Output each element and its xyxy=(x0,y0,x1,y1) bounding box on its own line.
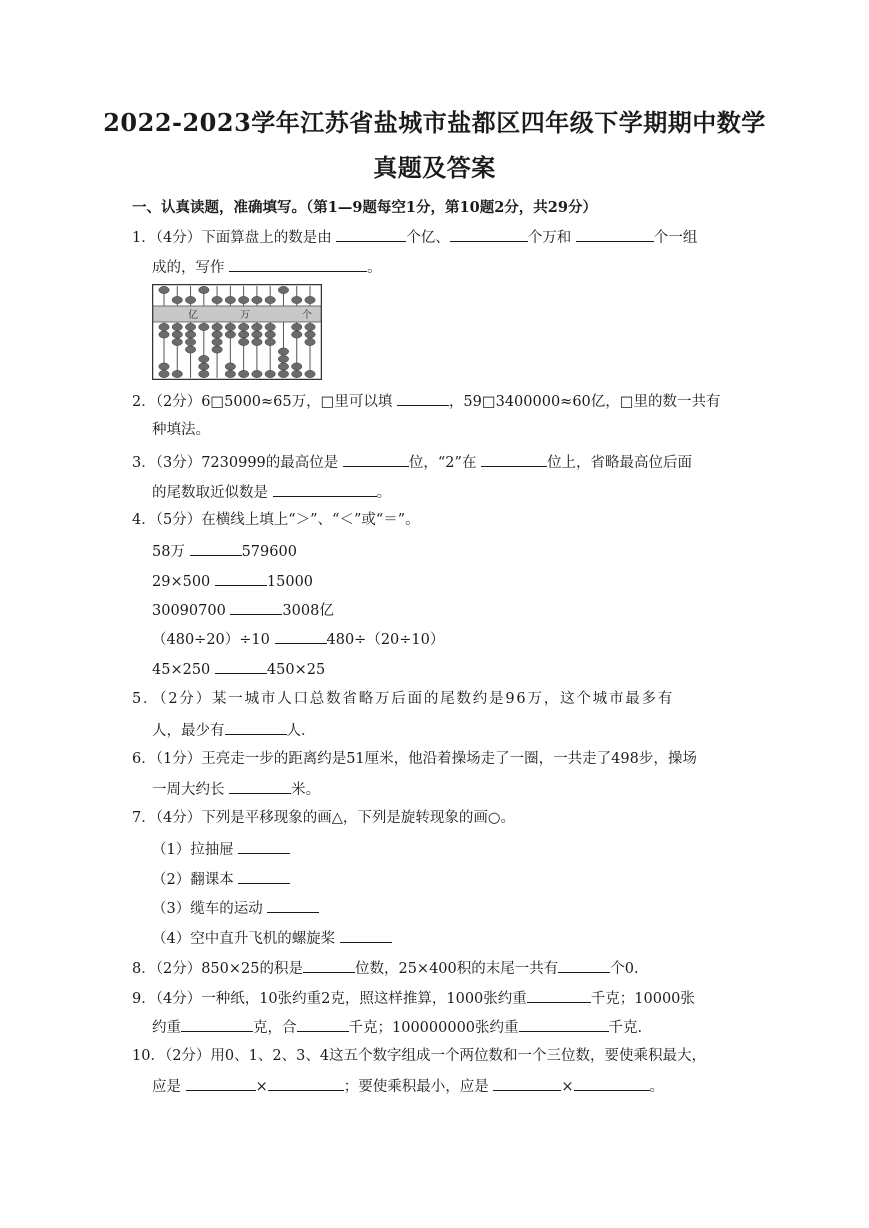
answer-blank[interactable] xyxy=(190,540,242,556)
abacus-lower-bead xyxy=(238,338,248,345)
answer-blank[interactable] xyxy=(576,226,654,242)
answer-blank[interactable] xyxy=(181,1016,253,1032)
abacus-upper-bead xyxy=(252,296,262,303)
abacus-lower-bead xyxy=(199,370,209,377)
abacus-lower-bead xyxy=(212,346,222,353)
answer-blank[interactable] xyxy=(275,628,327,644)
abacus-diagram xyxy=(152,284,322,380)
abacus-lower-bead xyxy=(292,370,302,377)
answer-blank[interactable] xyxy=(268,1075,344,1091)
question-5-line-1: 5．（2分）某一城市人口总数省略万后面的尾数约是96万，这个城市最多有 xyxy=(132,691,675,707)
document-title-line-2: 真题及答案 xyxy=(373,153,496,182)
question-3-line-2: 的尾数取近似数是 。 xyxy=(152,481,391,503)
abacus-lower-bead xyxy=(252,331,262,338)
abacus-lower-bead xyxy=(185,331,195,338)
abacus-upper-bead xyxy=(172,296,182,303)
abacus-lower-bead xyxy=(238,331,248,338)
abacus-upper-bead xyxy=(225,296,235,303)
list-item: （2）翻课本 xyxy=(152,868,290,890)
answer-blank[interactable] xyxy=(397,390,449,406)
abacus-lower-bead xyxy=(212,338,222,345)
abacus-lower-bead xyxy=(225,331,235,338)
answer-blank[interactable] xyxy=(574,1075,650,1091)
question-7-intro: 7．（4分）下列是平移现象的画△，下列是旋转现象的画○。 xyxy=(132,810,516,826)
abacus-beam xyxy=(153,306,321,322)
abacus-lower-bead xyxy=(172,370,182,377)
abacus-lower-bead xyxy=(185,323,195,330)
abacus-lower-bead xyxy=(305,370,315,377)
abacus-lower-bead xyxy=(305,323,315,330)
answer-blank[interactable] xyxy=(215,570,267,586)
abacus-lower-bead xyxy=(292,323,302,330)
abacus-upper-bead xyxy=(212,296,222,303)
comparison-item: 29×500 15000 xyxy=(152,570,313,592)
question-5-line-2: 人，最少有 人． xyxy=(152,719,316,741)
abacus-lower-bead xyxy=(252,323,262,330)
question-2-line-2: 种填法。 xyxy=(152,422,210,438)
abacus-lower-bead xyxy=(278,348,288,355)
question-6-line-2: 一周大约长 米。 xyxy=(152,778,320,800)
answer-blank[interactable] xyxy=(340,927,392,943)
abacus-lower-bead xyxy=(305,331,315,338)
comparison-item: （480÷20）÷10 480÷（20÷10） xyxy=(152,628,444,650)
abacus-lower-bead xyxy=(199,323,209,330)
abacus-upper-bead xyxy=(305,296,315,303)
abacus-label-wan: 万 xyxy=(240,310,250,321)
answer-blank[interactable] xyxy=(450,226,528,242)
list-item: （3）缆车的运动 xyxy=(152,897,319,919)
answer-blank[interactable] xyxy=(297,1016,349,1032)
abacus-label-yi: 亿 xyxy=(188,310,198,321)
abacus-lower-bead xyxy=(305,338,315,345)
answer-blank[interactable] xyxy=(186,1075,256,1091)
abacus-lower-bead xyxy=(199,363,209,370)
answer-blank[interactable] xyxy=(493,1075,561,1091)
abacus-upper-bead xyxy=(238,296,248,303)
question-10-line-1: 10．（2分）用0、1、2、3、4这五个数字组成一个两位数和一个三位数，要使乘积最大， xyxy=(132,1048,707,1064)
list-item: （4）空中直升飞机的螺旋桨 xyxy=(152,927,392,949)
abacus-lower-bead xyxy=(252,370,262,377)
comparison-item: 45×250 450×25 xyxy=(152,658,325,680)
abacus-lower-bead xyxy=(265,331,275,338)
list-item: （1）拉抽屉 xyxy=(152,838,290,860)
abacus-lower-bead xyxy=(265,323,275,330)
abacus-upper-bead xyxy=(159,286,169,293)
abacus-lower-bead xyxy=(185,338,195,345)
comparison-item: 58万 579600 xyxy=(152,540,297,562)
abacus-lower-bead xyxy=(278,355,288,362)
question-8-line: 8．（2分）850×25的积是 位数，25×400积的末尾一共有 个0. xyxy=(132,957,639,979)
answer-blank[interactable] xyxy=(229,778,291,794)
answer-blank[interactable] xyxy=(229,256,367,272)
answer-blank[interactable] xyxy=(267,897,319,913)
question-1-line-2: 成的，写作 。 xyxy=(152,256,382,278)
answer-blank[interactable] xyxy=(336,226,406,242)
answer-blank[interactable] xyxy=(527,987,591,1003)
abacus-label-ge: 个 xyxy=(302,310,312,321)
comparison-item: 30090700 3008亿 xyxy=(152,599,334,621)
answer-blank[interactable] xyxy=(343,451,409,467)
question-3-line-1: 3．（3分）7230999的最高位是 位，“2”在 位上，省略最高位后面 xyxy=(132,451,692,473)
abacus-lower-bead xyxy=(199,355,209,362)
abacus-lower-bead xyxy=(159,331,169,338)
question-2-line-1: 2．（2分）6□5000≈65万，□里可以填 ，59□3400000≈60亿，□里的数一共有 xyxy=(132,390,720,412)
abacus-lower-bead xyxy=(172,338,182,345)
abacus-lower-bead xyxy=(185,346,195,353)
abacus-lower-bead xyxy=(278,370,288,377)
question-1-line-1: 1．（4分）下面算盘上的数是由 个亿、 个万和 个一组 xyxy=(132,226,697,248)
question-4-intro: 4．（5分）在横线上填上“＞”、“＜”或“＝”。 xyxy=(132,512,420,528)
question-9-line-2: 约重 克，合 千克；100000000张约重 千克. xyxy=(152,1016,642,1038)
abacus-upper-bead xyxy=(199,286,209,293)
abacus-lower-bead xyxy=(265,370,275,377)
abacus-upper-bead xyxy=(265,296,275,303)
abacus-lower-bead xyxy=(159,370,169,377)
answer-blank[interactable] xyxy=(481,451,547,467)
abacus-upper-bead xyxy=(185,296,195,303)
abacus-lower-bead xyxy=(292,363,302,370)
abacus-upper-bead xyxy=(292,296,302,303)
document-title-line-1: 2022-2023学年江苏省盐城市盐都区四年级下学期期中数学 xyxy=(103,108,766,137)
answer-blank[interactable] xyxy=(238,868,290,884)
abacus-lower-bead xyxy=(278,363,288,370)
abacus-lower-bead xyxy=(225,363,235,370)
answer-blank[interactable] xyxy=(273,481,377,497)
answer-blank[interactable] xyxy=(225,719,287,735)
section-heading: 一、认真读题，准确填写。（第1—9题每空1分，第10题2分，共29分） xyxy=(132,199,597,216)
abacus-lower-bead xyxy=(252,338,262,345)
abacus-lower-bead xyxy=(225,323,235,330)
answer-blank[interactable] xyxy=(230,599,282,615)
question-6-line-1: 6．（1分）王亮走一步的距离约是51厘米，他沿着操场走了一圈，一共走了498步，操场 xyxy=(132,751,697,767)
abacus-lower-bead xyxy=(172,331,182,338)
abacus-lower-bead xyxy=(225,370,235,377)
answer-blank[interactable] xyxy=(558,957,610,973)
abacus-lower-bead xyxy=(238,323,248,330)
answer-blank[interactable] xyxy=(519,1016,609,1032)
abacus-upper-bead xyxy=(278,286,288,293)
abacus-lower-bead xyxy=(238,370,248,377)
abacus-lower-bead xyxy=(212,323,222,330)
answer-blank[interactable] xyxy=(238,838,290,854)
question-9-line-1: 9．（4分）一种纸，10张约重2克，照这样推算，1000张约重 千克；10000张 xyxy=(132,987,695,1009)
abacus-lower-bead xyxy=(265,338,275,345)
answer-blank[interactable] xyxy=(303,957,355,973)
abacus-lower-bead xyxy=(212,331,222,338)
abacus-lower-bead xyxy=(159,323,169,330)
answer-blank[interactable] xyxy=(215,658,267,674)
abacus-lower-bead xyxy=(292,331,302,338)
abacus-lower-bead xyxy=(159,363,169,370)
question-10-line-2: 应是 × ；要使乘积最小，应是 × 。 xyxy=(152,1075,664,1097)
abacus-lower-bead xyxy=(172,323,182,330)
